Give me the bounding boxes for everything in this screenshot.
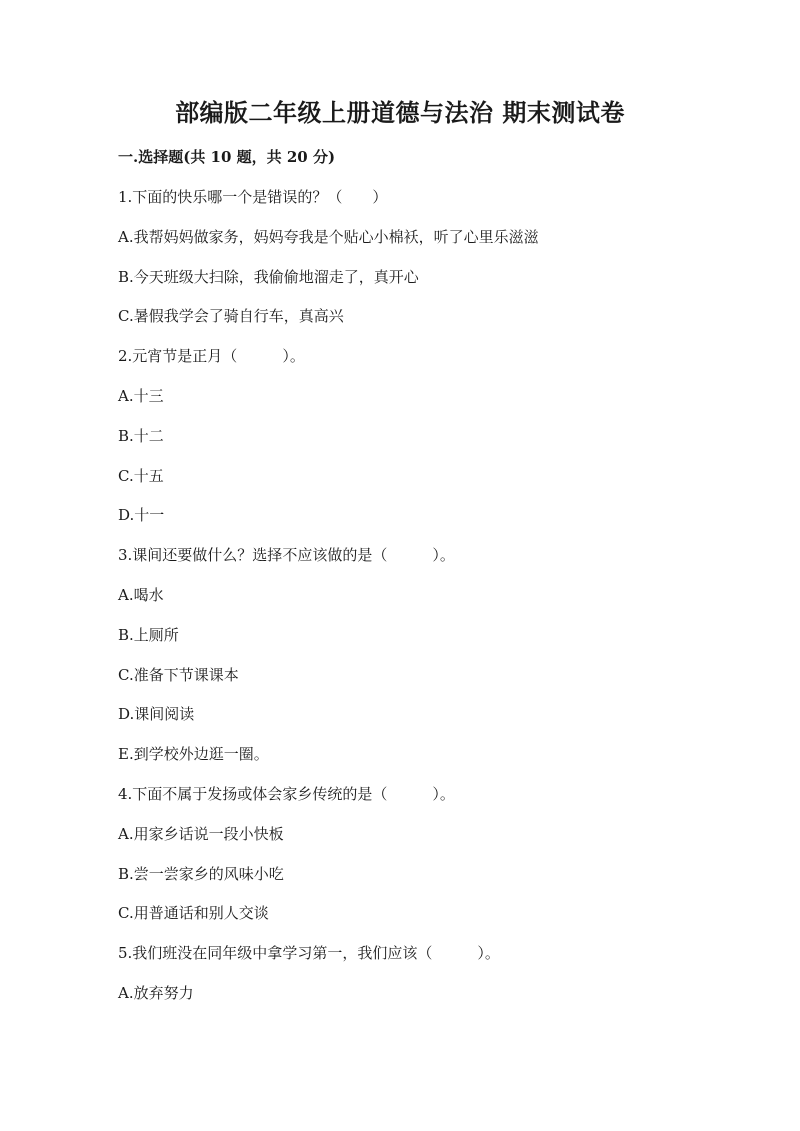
question-2-option-a: A.十三 [118, 386, 164, 405]
question-4-option-a: A.用家乡话说一段小快板 [118, 824, 284, 843]
question-4-option-c: C.用普通话和别人交谈 [118, 904, 269, 923]
question-3-option-c: C.准备下节课课本 [118, 665, 239, 684]
question-3-option-a: A.喝水 [118, 585, 164, 604]
question-stem-3: 3.课间还要做什么？选择不应该做的是（ ）。 [118, 546, 455, 565]
question-2-option-b: B.十二 [118, 426, 164, 445]
question-1-option-c: C.暑假我学会了骑自行车，真高兴 [118, 307, 344, 326]
page-title: 部编版二年级上册道德与法治 期末测试卷 [175, 98, 625, 127]
question-3-option-b: B.上厕所 [118, 625, 179, 644]
question-1-option-a: A.我帮妈妈做家务，妈妈夸我是个贴心小棉袄，听了心里乐滋滋 [118, 227, 539, 246]
question-stem-5: 5.我们班没在同年级中拿学习第一，我们应该（ ）。 [118, 944, 500, 963]
question-1-option-b: B.今天班级大扫除，我偷偷地溜走了，真开心 [118, 267, 419, 286]
question-list [118, 186, 718, 1022]
question-stem-4: 4.下面不属于发扬或体会家乡传统的是（ ）。 [118, 784, 455, 803]
section-heading: 一.选择题(共 10 题，共 20 分) [118, 148, 336, 166]
question-3-option-d: D.课间阅读 [118, 705, 195, 724]
question-2-option-c: C.十五 [118, 466, 164, 485]
question-4-option-b: B.尝一尝家乡的风味小吃 [118, 864, 284, 883]
question-stem-1: 1.下面的快乐哪一个是错误的？（ ） [118, 188, 388, 206]
question-2-option-d: D.十一 [118, 506, 165, 525]
question-3-option-e: E.到学校外边逛一圈。 [118, 745, 269, 764]
question-5-option-a: A.放弃努力 [118, 983, 194, 1002]
question-stem-2: 2.元宵节是正月（ ）。 [118, 347, 305, 366]
